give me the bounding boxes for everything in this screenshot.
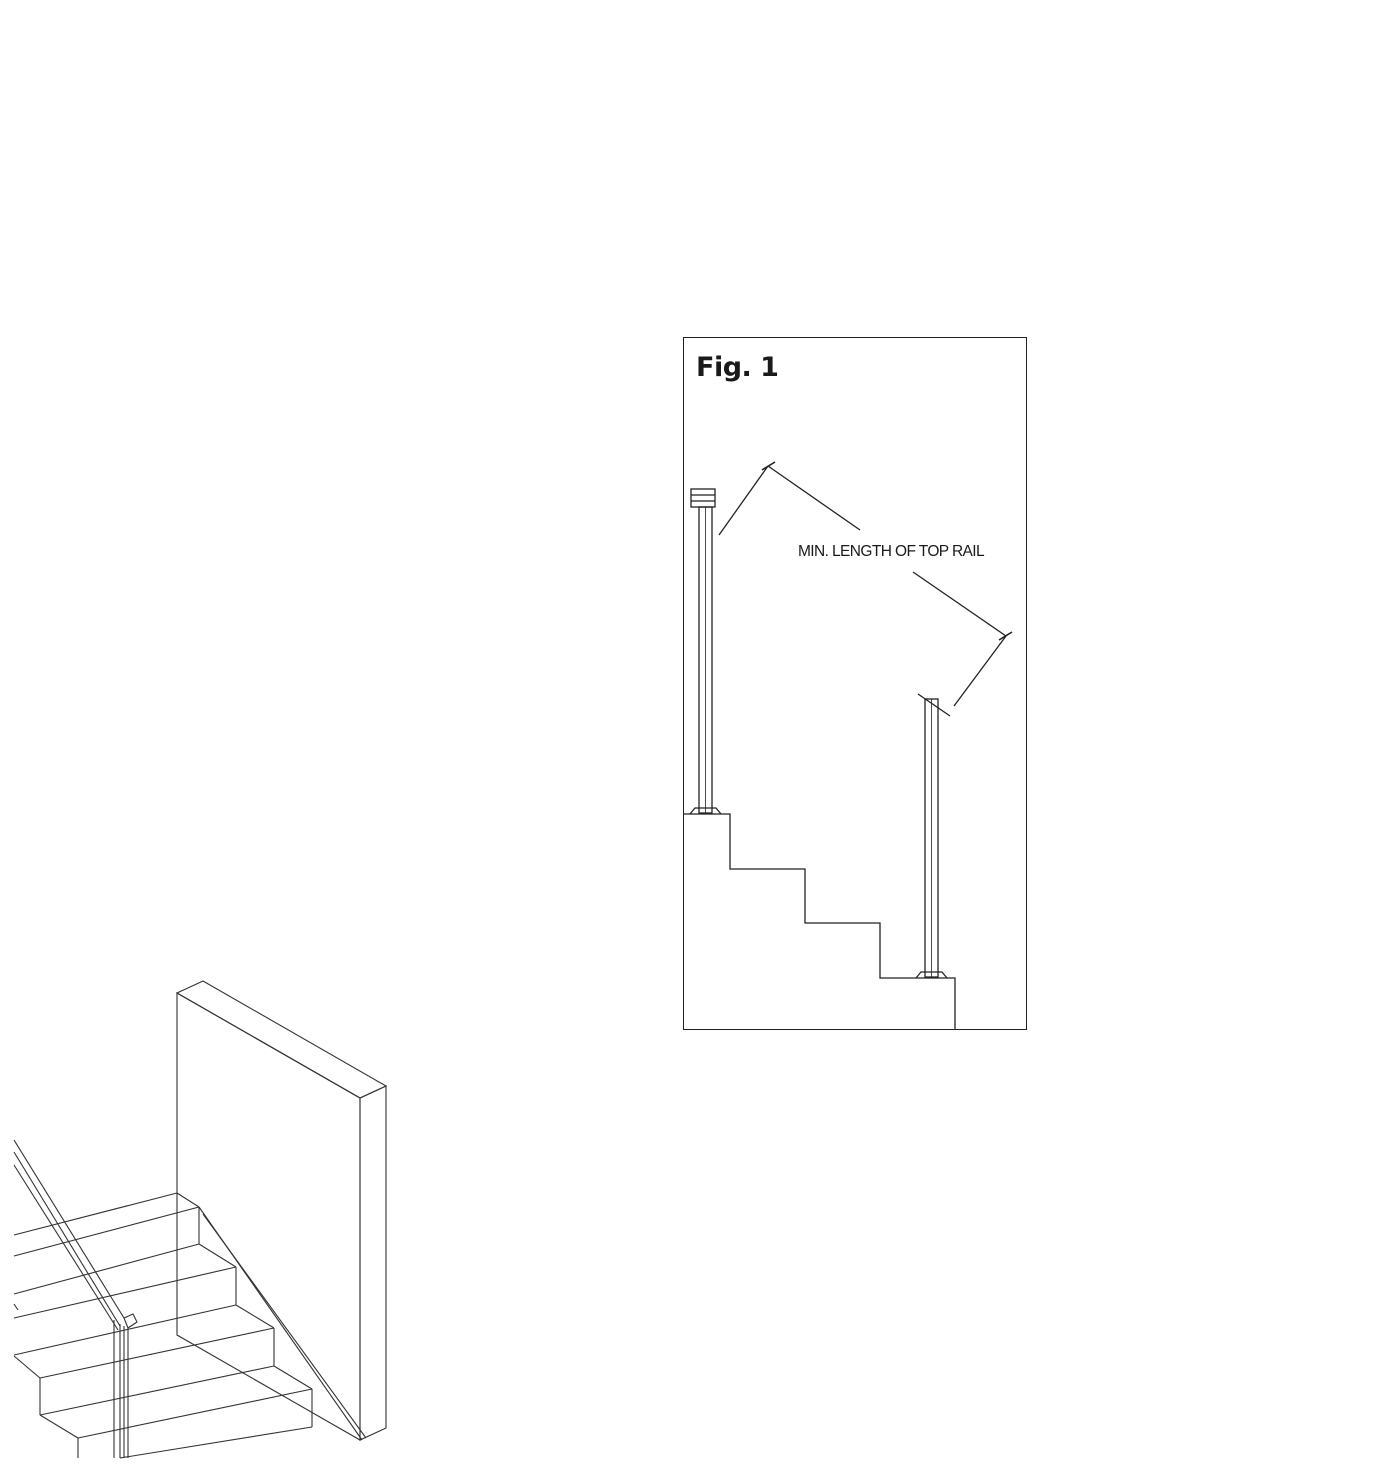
dimension-ext-left — [719, 466, 768, 535]
figure-1-drawing — [684, 462, 1012, 1030]
dimension-label: MIN. LENGTH OF TOP RAIL — [798, 543, 985, 560]
handrail — [14, 1140, 137, 1330]
dimension-ext-right — [954, 636, 1006, 706]
dimension-line-upper — [768, 466, 860, 530]
stair-profile — [684, 814, 955, 1030]
handrail-post — [114, 1320, 128, 1458]
stair-steps — [14, 1193, 366, 1458]
figure-label: Fig. 1 — [696, 352, 779, 383]
dimension-line-lower — [913, 572, 1006, 636]
wall-side — [360, 1086, 386, 1440]
wall-top — [177, 981, 386, 1098]
left-post-cap — [691, 489, 715, 507]
right-post-cut — [918, 694, 950, 716]
isometric-drawing — [14, 981, 386, 1458]
